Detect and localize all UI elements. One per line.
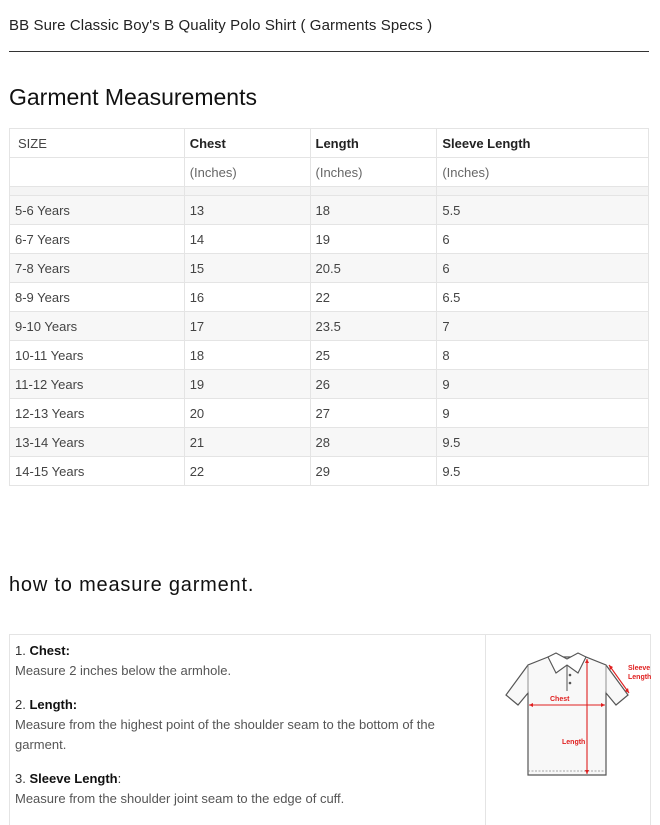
- how-to-heading: how to measure garment.: [9, 574, 255, 596]
- instruction-number: 3.: [15, 771, 30, 786]
- instruction-label: [15, 771, 121, 786]
- cell-sleeve-length: 6: [437, 225, 649, 254]
- cell-length: 28: [310, 428, 437, 457]
- how-to-box: [9, 634, 651, 825]
- unit-length: (Inches): [310, 158, 437, 187]
- title-divider: [9, 51, 649, 52]
- cell-chest: 16: [184, 283, 310, 312]
- instruction-text: Measure from the highest point of the shoulder seam to the bottom of the garment.: [15, 717, 435, 752]
- cell-sleeve-length: 9: [437, 370, 649, 399]
- cell-sleeve-length: 9.5: [437, 428, 649, 457]
- table-header-row: [10, 129, 649, 158]
- instruction-label: [15, 643, 70, 658]
- table-row: [10, 254, 649, 283]
- instruction-title: Sleeve Length: [29, 771, 118, 786]
- table-row: [10, 283, 649, 312]
- table-row: [10, 370, 649, 399]
- spacer-cell: [437, 187, 649, 196]
- instruction-text: Measure from the shoulder joint seam to the edge of cuff.: [15, 791, 345, 806]
- table-row: [10, 341, 649, 370]
- measurements-table: [9, 128, 649, 486]
- instruction-item: [15, 641, 475, 681]
- cell-length: 23.5: [310, 312, 437, 341]
- cell-length: 20.5: [310, 254, 437, 283]
- polo-shirt-diagram: [498, 643, 652, 788]
- instruction-title: Chest: [29, 643, 66, 658]
- cell-length: 19: [310, 225, 437, 254]
- unit-chest: (Inches): [184, 158, 310, 187]
- cell-sleeve-length: 6: [437, 254, 649, 283]
- sleeve-label-line2: Length: [628, 674, 652, 681]
- cell-size: 11-12 Years: [10, 370, 185, 399]
- spacer-cell: [310, 187, 437, 196]
- cell-chest: 19: [184, 370, 310, 399]
- instruction-colon: :: [72, 697, 78, 712]
- shirt-button: [569, 682, 572, 685]
- cell-size: 13-14 Years: [10, 428, 185, 457]
- cell-size: 8-9 Years: [10, 283, 185, 312]
- cell-size: 12-13 Years: [10, 399, 185, 428]
- cell-length: 25: [310, 341, 437, 370]
- cell-length: 18: [310, 196, 437, 225]
- instruction-colon: :: [117, 771, 122, 786]
- instruction-label: [15, 697, 77, 712]
- instruction-text: Measure 2 inches below the armhole.: [15, 663, 232, 678]
- cell-chest: 17: [184, 312, 310, 341]
- cell-chest: 13: [184, 196, 310, 225]
- cell-size: 14-15 Years: [10, 457, 185, 486]
- table-row: [10, 312, 649, 341]
- cell-chest: 18: [184, 341, 310, 370]
- table-spacer-row: [10, 187, 649, 196]
- cell-sleeve-length: 9.5: [437, 457, 649, 486]
- cell-size: 6-7 Years: [10, 225, 185, 254]
- how-to-instructions: [15, 641, 475, 823]
- instruction-title: Length: [29, 697, 73, 712]
- unit-size: [10, 158, 185, 187]
- unit-sleeve-length: (Inches): [437, 158, 649, 187]
- cell-size: 10-11 Years: [10, 341, 185, 370]
- instruction-item: [15, 769, 475, 809]
- cell-size: 9-10 Years: [10, 312, 185, 341]
- table-row: [10, 399, 649, 428]
- instruction-number: 2.: [15, 697, 30, 712]
- sleeve-label-line1: Sleeve: [628, 665, 651, 672]
- cell-length: 27: [310, 399, 437, 428]
- column-divider: [485, 635, 486, 825]
- cell-length: 29: [310, 457, 437, 486]
- column-header-sleeve-length: Sleeve Length: [437, 129, 649, 158]
- cell-size: 5-6 Years: [10, 196, 185, 225]
- cell-length: 22: [310, 283, 437, 312]
- instruction-colon: :: [65, 643, 70, 658]
- shirt-button: [569, 674, 572, 677]
- cell-chest: 21: [184, 428, 310, 457]
- table-units-row: [10, 158, 649, 187]
- cell-chest: 14: [184, 225, 310, 254]
- column-header-chest: Chest: [184, 129, 310, 158]
- instruction-item: [15, 695, 475, 755]
- cell-chest: 22: [184, 457, 310, 486]
- instruction-number: 1.: [15, 643, 30, 658]
- spacer-cell: [10, 187, 185, 196]
- cell-sleeve-length: 6.5: [437, 283, 649, 312]
- length-label: Length: [562, 739, 586, 746]
- table-row: [10, 457, 649, 486]
- spacer-cell: [184, 187, 310, 196]
- cell-chest: 15: [184, 254, 310, 283]
- cell-sleeve-length: 7: [437, 312, 649, 341]
- table-row: [10, 428, 649, 457]
- table-row: [10, 196, 649, 225]
- chest-label: Chest: [550, 696, 570, 703]
- cell-chest: 20: [184, 399, 310, 428]
- measurements-heading: Garment Measurements: [9, 84, 257, 110]
- column-header-length: Length: [310, 129, 437, 158]
- cell-sleeve-length: 5.5: [437, 196, 649, 225]
- table-row: [10, 225, 649, 254]
- page-title: BB Sure Classic Boy's B Quality Polo Shirt ( Garments Specs ): [9, 17, 433, 34]
- cell-size: 7-8 Years: [10, 254, 185, 283]
- cell-sleeve-length: 8: [437, 341, 649, 370]
- cell-length: 26: [310, 370, 437, 399]
- cell-sleeve-length: 9: [437, 399, 649, 428]
- column-header-size: SIZE: [10, 129, 185, 158]
